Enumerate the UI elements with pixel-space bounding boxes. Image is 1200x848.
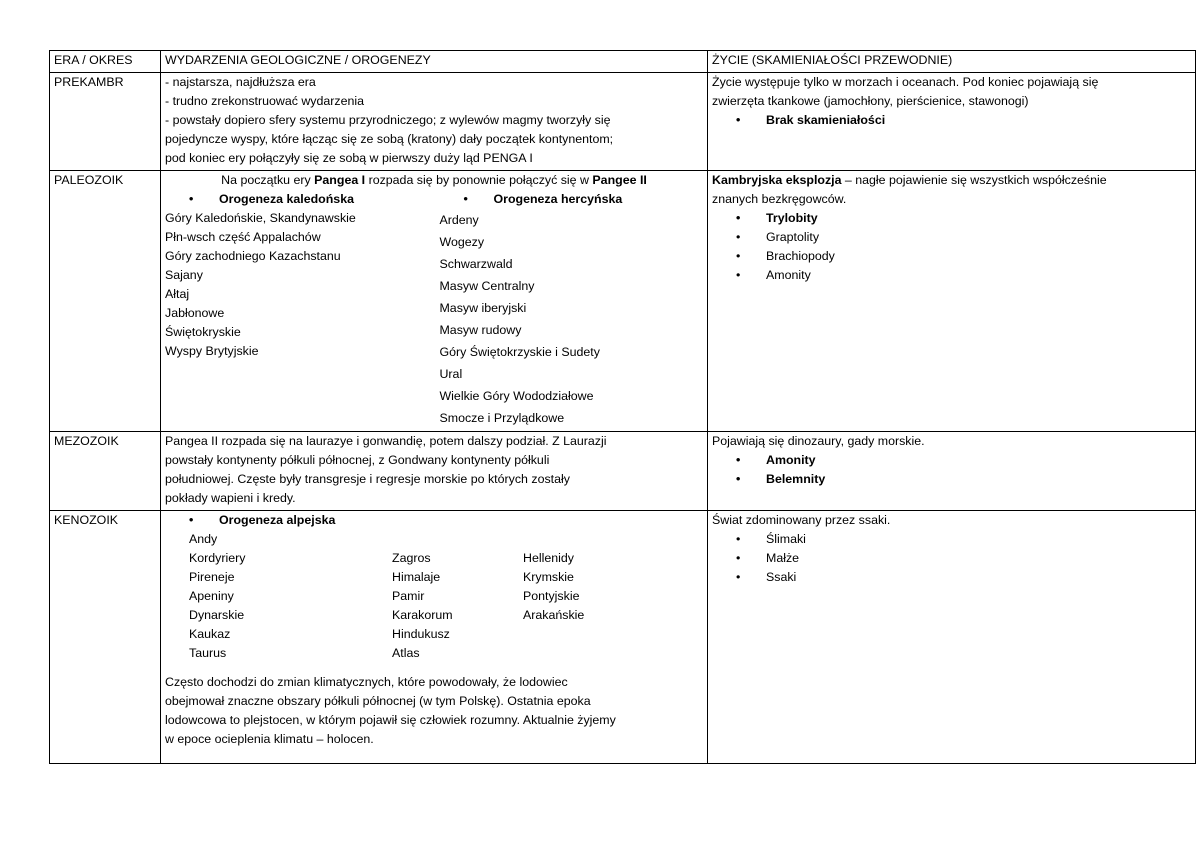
fossil-list	[712, 530, 1191, 587]
mountain: Zagros	[392, 551, 431, 565]
header-era: ERA / OKRES	[50, 51, 161, 73]
intro-pangea1: Pangea I	[314, 173, 366, 187]
mountain: Góry Świętokrzyskie i Sudety	[439, 345, 600, 359]
row-kenozoik	[50, 511, 1196, 764]
fossil-list	[712, 451, 1191, 489]
caledonian-column	[165, 190, 439, 429]
hercynian-heading-list	[439, 190, 703, 209]
geology-table	[49, 50, 1196, 764]
fossil-item: • Brak skamieniałości	[712, 111, 1191, 130]
mountain: Góry Kaledońskie, Skandynawskie	[165, 211, 356, 225]
mountain: Kaukaz	[189, 627, 231, 641]
era-paleozoik: PALEOZOIK	[50, 171, 161, 432]
caledonian-title: • Orogeneza kaledońska	[165, 190, 439, 209]
fossil-list	[712, 111, 1191, 130]
mountain: Apeniny	[189, 589, 234, 603]
life-line: znanych bezkręgowców.	[712, 192, 847, 206]
mountain: Wielkie Góry Wododziałowe	[439, 389, 594, 403]
event-line: Pangea II rozpada się na laurazye i gonwandię, potem dalszy podział. Z Laurazji	[165, 434, 607, 448]
life-line: Pojawiają się dinozaury, gady morskie.	[712, 434, 925, 448]
mountain: Hindukusz	[392, 627, 450, 641]
events-paleozoik	[161, 171, 708, 432]
life-line: Życie występuje tylko w morzach i oceanach. Pod koniec pojawiają się	[712, 75, 1099, 89]
mountain: Ardeny	[439, 213, 479, 227]
alpine-mountains	[165, 530, 703, 663]
mountain: Wogezy	[439, 235, 485, 249]
caledonian-heading-list	[165, 190, 439, 209]
mountain: Ural	[439, 367, 463, 381]
fossil-item: • Belemnity	[712, 470, 1191, 489]
fossil-item: • Amonity	[712, 451, 1191, 470]
mountain: Świętokryskie	[165, 325, 241, 339]
mountain: Atlas	[392, 646, 420, 660]
mountain: Taurus	[189, 646, 227, 660]
fossil-item: • Trylobity	[712, 209, 1191, 228]
life-line: zwierzęta tkankowe (jamochłony, pierścienice, stawonogi)	[712, 94, 1029, 108]
era-mezozoik: MEZOZOIK	[50, 432, 161, 511]
mountain: Himalaje	[392, 570, 441, 584]
mountain: Schwarzwald	[439, 257, 513, 271]
mountain	[523, 530, 683, 549]
life-paleozoik	[708, 171, 1196, 432]
events-prekambr	[161, 73, 708, 171]
para-line: w epoce ocieplenia klimatu – holocen.	[165, 732, 374, 746]
fossil-item: • Małże	[712, 549, 1191, 568]
fossil-item: • Amonity	[712, 266, 1191, 285]
mountain: Karakorum	[392, 608, 453, 622]
mountain: Masyw Centralny	[439, 279, 535, 293]
mountain: Masyw rudowy	[439, 323, 522, 337]
mountain: Sajany	[165, 268, 203, 282]
mountain: Ałtaj	[165, 287, 190, 301]
events-kenozoik	[161, 511, 708, 764]
event-line: pojedyncze wyspy, które łącząc się ze sobą (kratony) dały początek kontynentom;	[165, 132, 614, 146]
row-prekambr	[50, 73, 1196, 171]
fossil-item: • Ssaki	[712, 568, 1191, 587]
life-line: Świat zdominowany przez ssaki.	[712, 513, 891, 527]
event-line: pod koniec ery połączyły się ze sobą w pierwszy duży ląd PENGA I	[165, 151, 533, 165]
mountain	[392, 530, 523, 549]
paleozoik-intro	[165, 171, 703, 190]
mountain: Masyw iberyjski	[439, 301, 527, 315]
event-line: - trudno zrekonstruować wydarzenia	[165, 94, 365, 108]
mountain: Hellenidy	[523, 551, 574, 565]
para-line: lodowcowa to plejstocen, w którym pojawił się człowiek rozumny. Aktualnie żyjemy	[165, 713, 616, 727]
mountain: Pireneje	[189, 570, 235, 584]
row-mezozoik	[50, 432, 1196, 511]
hercynian-title: • Orogeneza hercyńska	[439, 190, 703, 209]
intro-text: Na początku ery	[221, 173, 315, 187]
cambrian-explosion: Kambryjska eksplozja	[712, 173, 842, 187]
mountain: Góry zachodniego Kazachstanu	[165, 249, 341, 263]
mountain: Płn-wsch część Appalachów	[165, 230, 321, 244]
kenozoik-paragraph	[165, 673, 703, 749]
alpine-title: • Orogeneza alpejska	[165, 511, 703, 530]
header-events: WYDARZENIA GEOLOGICZNE / OROGENEZY	[161, 51, 708, 73]
life-mezozoik	[708, 432, 1196, 511]
era-prekambr: PREKAMBR	[50, 73, 161, 171]
alpine-col-3	[523, 530, 683, 663]
life-kenozoik	[708, 511, 1196, 764]
alpine-heading-list	[165, 511, 703, 530]
life-line	[712, 171, 1191, 190]
alpine-col-1	[189, 530, 392, 663]
header-row	[50, 51, 1196, 73]
mountain: Jabłonowe	[165, 306, 225, 320]
era-kenozoik: KENOZOIK	[50, 511, 161, 764]
para-line: obejmował znaczne obszary półkuli północnej (w tym Polskę). Ostatnia epoka	[165, 694, 591, 708]
life-text: – nagłe pojawienie się wszystkich współcześnie	[841, 173, 1107, 187]
row-paleozoik	[50, 171, 1196, 432]
mountain: Wyspy Brytyjskie	[165, 344, 259, 358]
fossil-item: • Brachiopody	[712, 247, 1191, 266]
fossil-list	[712, 209, 1191, 285]
mountain: Andy	[189, 532, 218, 546]
mountain: Smocze i Przylądkowe	[439, 411, 565, 425]
event-line: - najstarsza, najdłuższa era	[165, 75, 316, 89]
orogeny-columns	[165, 190, 703, 429]
mountain: Dynarskie	[189, 608, 245, 622]
mountain: Pamir	[392, 589, 425, 603]
life-prekambr	[708, 73, 1196, 171]
alpine-col-2	[392, 530, 523, 663]
event-line: pokłady wapieni i kredy.	[165, 491, 296, 505]
event-line: powstały kontynenty półkuli północnej, z Gondwany kontynenty półkuli	[165, 453, 550, 467]
mountain: Pontyjskie	[523, 589, 580, 603]
mountain: Arakańskie	[523, 608, 585, 622]
para-line: Często dochodzi do zmian klimatycznych, które powodowały, że lodowiec	[165, 675, 568, 689]
fossil-item: • Ślimaki	[712, 530, 1191, 549]
intro-text: rozpada się by ponownie połączyć się w	[365, 173, 593, 187]
intro-pangea2: Pangee II	[592, 173, 647, 187]
header-life: ŻYCIE (SKAMIENIAŁOŚCI PRZEWODNIE)	[708, 51, 1196, 73]
fossil-item: • Graptolity	[712, 228, 1191, 247]
event-line: południowej. Częste były transgresje i regresje morskie po których zostały	[165, 472, 570, 486]
mountain: Kordyriery	[189, 551, 246, 565]
event-line: - powstały dopiero sfery systemu przyrodniczego; z wylewów magmy tworzyły się	[165, 113, 611, 127]
hercynian-column	[439, 190, 703, 429]
mountain: Krymskie	[523, 570, 574, 584]
events-mezozoik	[161, 432, 708, 511]
